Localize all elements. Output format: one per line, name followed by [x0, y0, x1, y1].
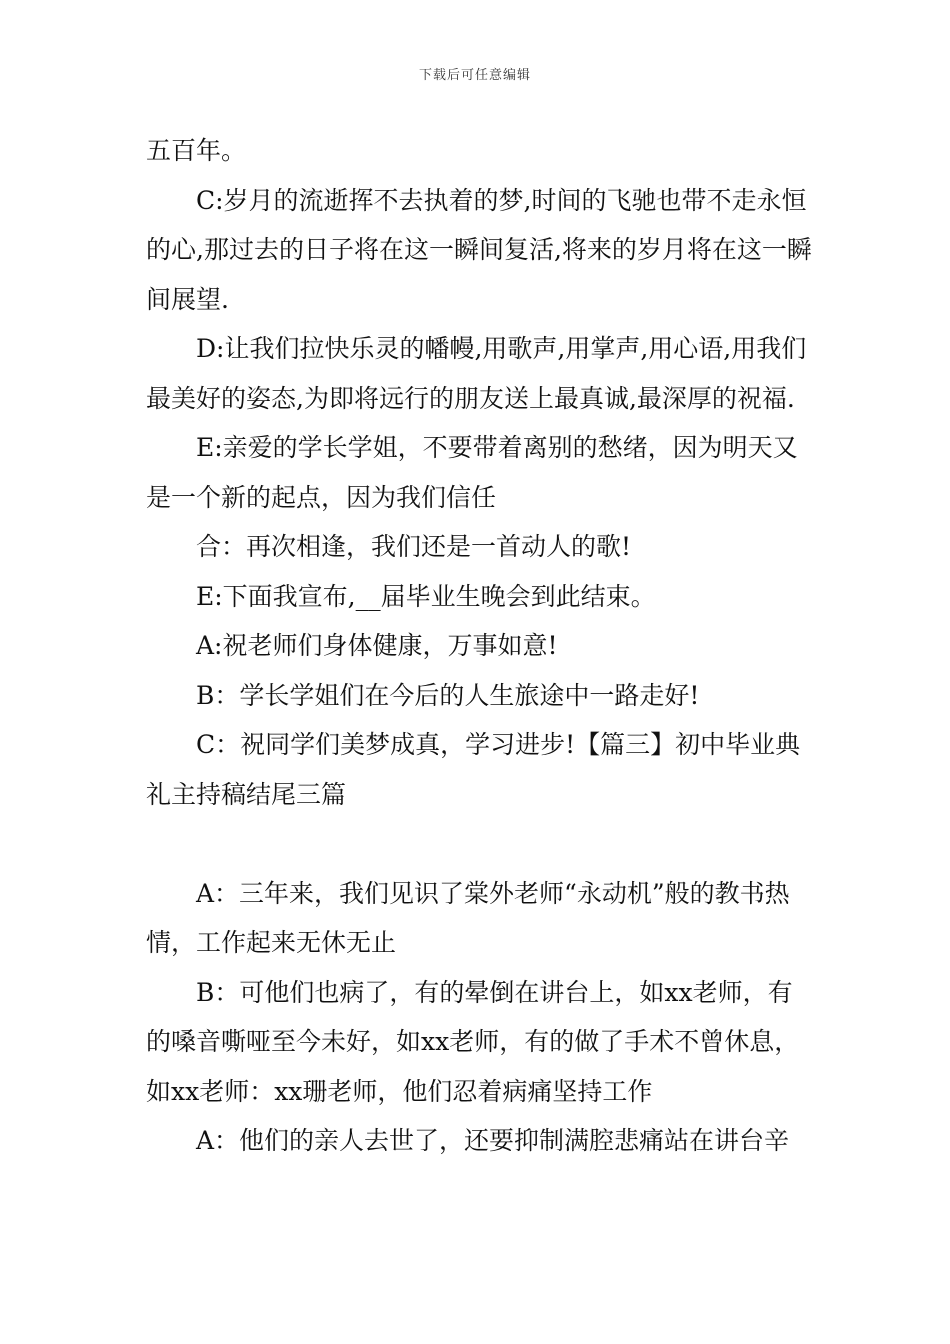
paragraph-e-announce: E:下面我宣布,__届毕业生晚会到此结束。 — [196, 581, 656, 611]
paragraph-e-farewell: E:亲爱的学长学姐，不要带着离别的愁绪，因为明天又是一个新的起点，因为我们信任 — [146, 433, 798, 512]
paragraph-b-seniors: B：学长学姐们在今后的人生旅途中一路走好! — [196, 680, 700, 710]
paragraph-d-blessing: D:让我们拉快乐灵的幡幔,用歌声,用掌声,用心语,用我们最美好的姿态,为即将远行的朋友送上最真诚,最深厚的祝福. — [146, 334, 807, 413]
document-body — [146, 126, 814, 1166]
paragraph-together: 合：再次相逢，我们还是一首动人的歌! — [196, 532, 632, 561]
paragraph-continuation: 五百年。 — [146, 136, 247, 165]
paragraph-a-teachers: A:祝老师们身体健康，万事如意! — [196, 631, 558, 660]
paragraph-a-three-years: A：三年来，我们见识了棠外老师“永动机”般的教书热情，工作起来无休无止 — [146, 878, 790, 957]
page-header-note: 下载后可任意编辑 — [418, 68, 531, 83]
paragraph-a-grief: A：他们的亲人去世了，还要抑制满腔悲痛站在讲台辛 — [196, 1126, 790, 1155]
paragraph-c-dream: C:岁月的流逝挥不去执着的梦,时间的飞驰也带不走永恒的心,那过去的日子将在这一瞬间复活,将来的岁月将在这一瞬间展望. — [146, 185, 812, 314]
paragraph-b-illness: B：可他们也病了，有的晕倒在讲台上，如xx老师，有的嗓音嘶哑至今未好，如xx老师，有的做了手术不曾休息，如xx老师：xx珊老师，他们忍着病痛坚持工作 — [146, 977, 800, 1106]
paragraph-c-classmates: C：祝同学们美梦成真，学习进步!【篇三】初中毕业典礼主持稿结尾三篇 — [146, 730, 801, 809]
blank-line — [146, 819, 814, 869]
